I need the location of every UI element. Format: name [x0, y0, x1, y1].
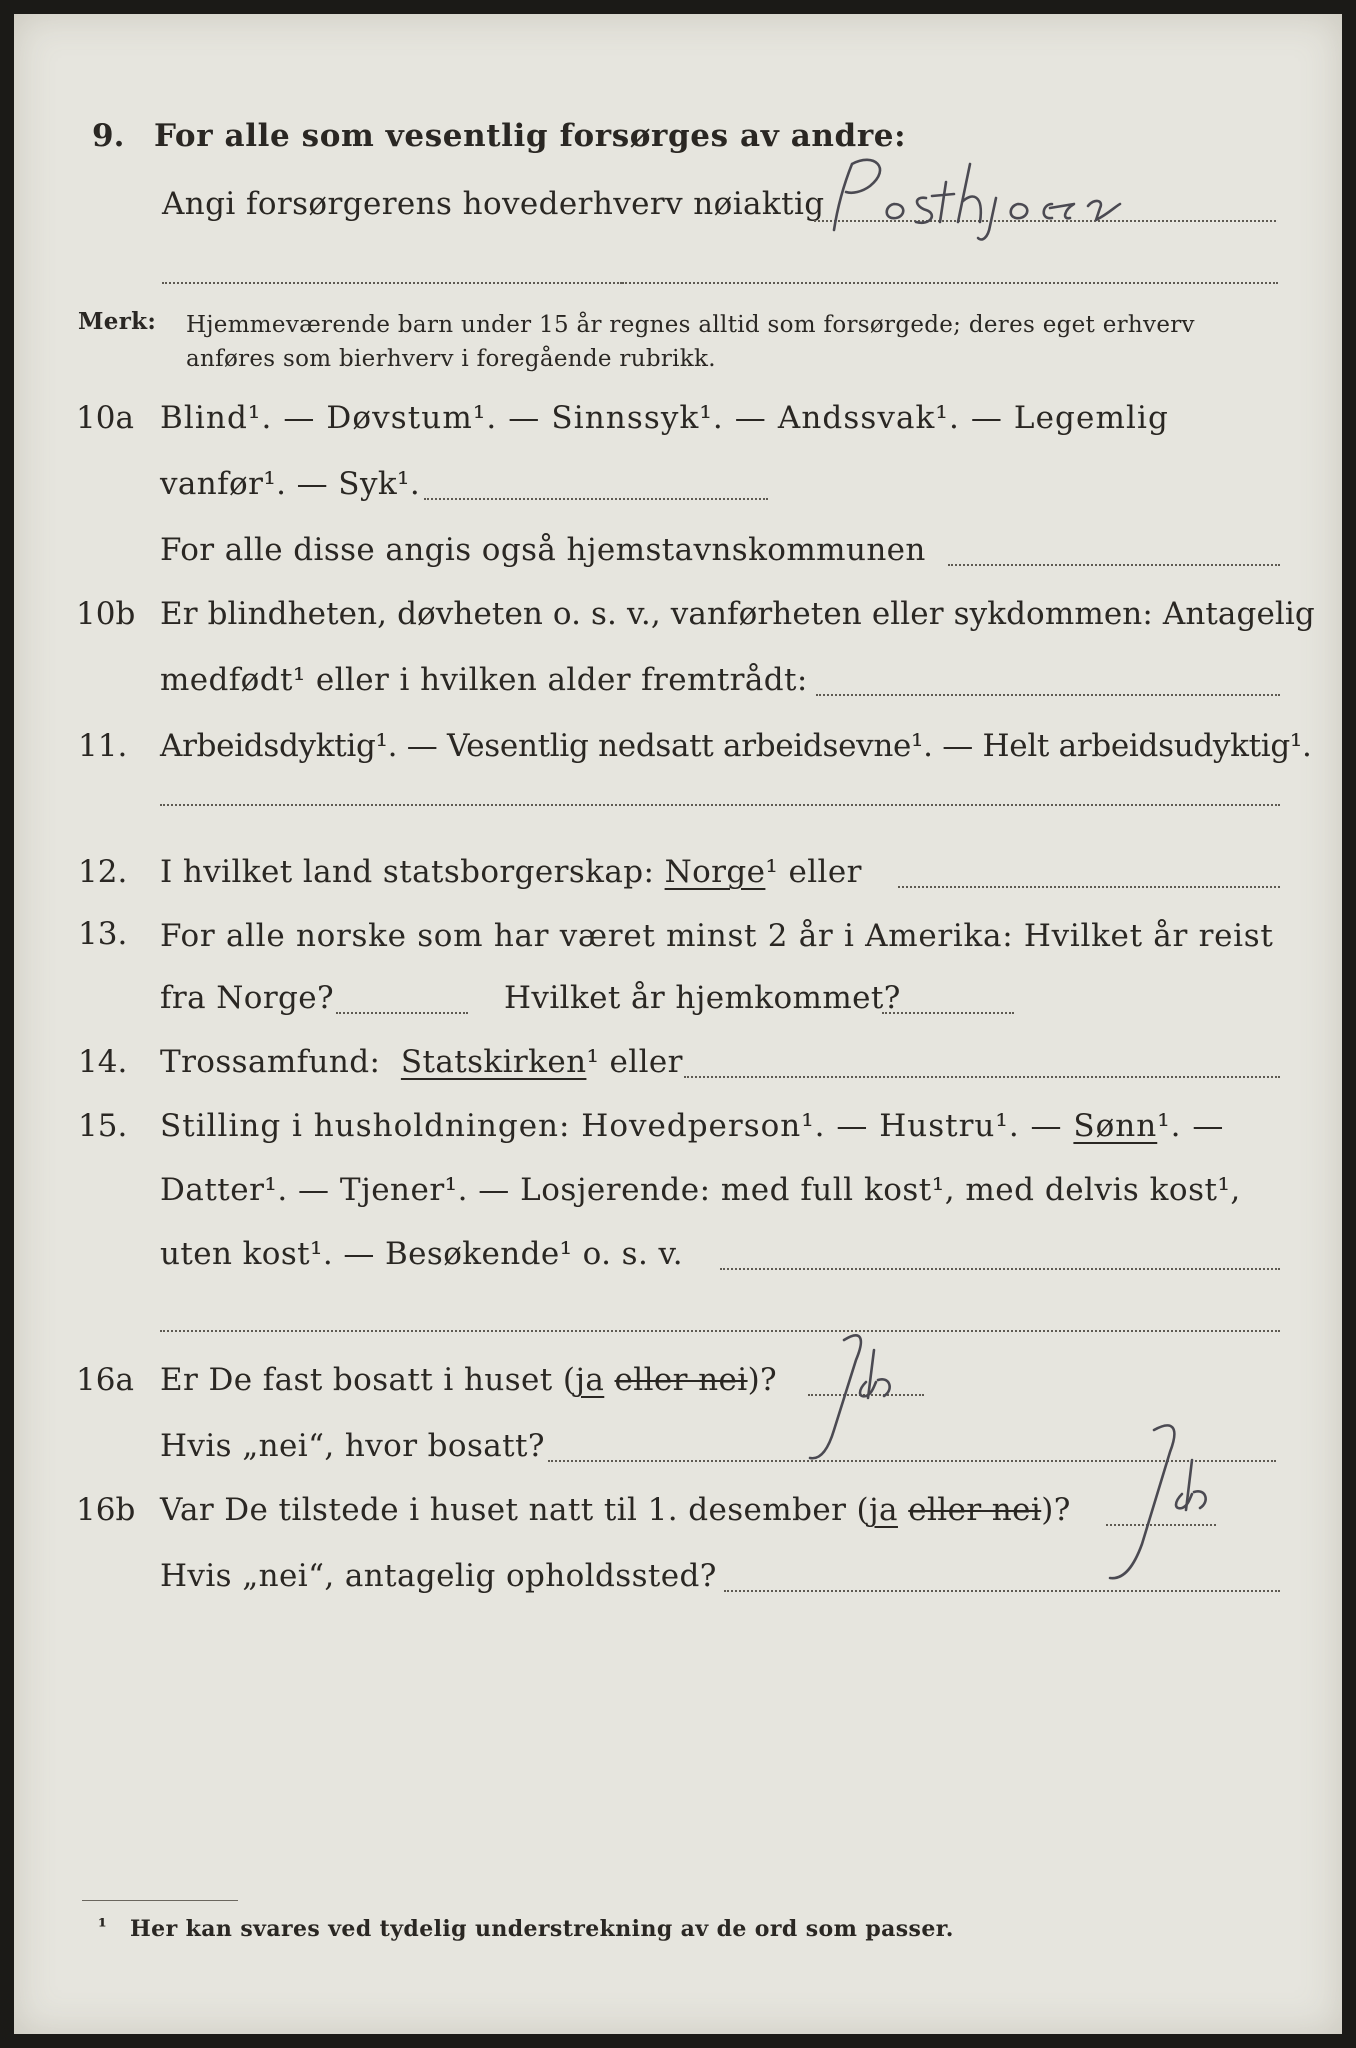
q16a-number: 16a: [76, 1362, 134, 1398]
q15-underlined-answer: Sønn: [1073, 1108, 1158, 1144]
q16a-ja-underlined: ja: [575, 1362, 605, 1398]
q13-line1: For alle norske som har været minst 2 år i Amerika: Hvilket år reist: [160, 918, 1274, 954]
q16b-line2: Hvis „nei“, antagelig opholdssted?: [160, 1558, 717, 1594]
q15-line1-post: ¹. —: [1157, 1108, 1225, 1144]
q14-post: ¹ eller: [586, 1044, 683, 1080]
merk-label: Merk:: [78, 308, 157, 335]
q15-line1: [160, 1108, 1224, 1144]
q16a-handwritten-answer: [804, 1320, 934, 1470]
merk-text-line2: anføres som bierhverv i foregående rubrikk.: [186, 346, 716, 372]
q10b-line2: medfødt¹ eller i hvilken alder fremtrådt:: [160, 662, 808, 698]
q15-fill: [720, 1268, 1280, 1270]
q14-line: [160, 1044, 683, 1080]
q14-fill: [684, 1076, 1280, 1078]
q15-number: 15.: [78, 1108, 128, 1144]
q16a-line1: [160, 1362, 777, 1398]
merk-text-line1: Hjemmeværende barn under 15 år regnes alltid som forsørgede; deres eget erhverv: [186, 312, 1195, 338]
q10b-number: 10b: [76, 596, 136, 632]
q10a-line2-fill: [424, 498, 768, 500]
q16b-question: Var De tilstede i huset natt til 1. desember (: [160, 1492, 870, 1528]
q12-post: ¹ eller: [765, 854, 862, 890]
q12-fill: [898, 886, 1280, 888]
q16a-post: )?: [747, 1362, 778, 1398]
q10b-line2-fill: [816, 694, 1280, 696]
q16a-struck-option: eller nei: [614, 1362, 748, 1398]
q10a-line1: Blind¹. — Døvstum¹. — Sinnssyk¹. — Andssvak¹. — Legemlig: [160, 400, 1169, 436]
q9-question: For alle som vesentlig forsørges av andre:: [154, 118, 907, 154]
q14-question: Trossamfund:: [160, 1044, 381, 1080]
q11-line1: Arbeidsdyktig¹. — Vesentlig nedsatt arbeidsevne¹. — Helt arbeidsudyktig¹.: [160, 728, 1312, 764]
q12-underlined-answer: Norge: [664, 854, 766, 890]
q9-number: 9.: [92, 118, 125, 154]
q10a-number: 10a: [76, 400, 134, 436]
q10a-line3: For alle disse angis også hjemstavnskommunen: [160, 532, 926, 568]
q10b-line1: Er blindheten, døvheten o. s. v., vanførheten eller sykdommen: Antagelig: [160, 596, 1315, 632]
footnote-text: Her kan svares ved tydelig understrekning av de ord som passer.: [130, 1916, 954, 1942]
footnote-rule: [82, 1900, 238, 1901]
q16b-ja-underlined: ja: [869, 1492, 898, 1528]
q16b-line1: [160, 1492, 1071, 1528]
q15-extra-fill: [160, 1330, 1280, 1332]
q14-underlined-answer: Statskirken: [400, 1044, 587, 1080]
q13-line2b: Hvilket år hjemkommet?: [504, 980, 901, 1016]
q10a-line2: vanfør¹. — Syk¹.: [160, 466, 421, 502]
q13-line2a: fra Norge?: [160, 980, 335, 1016]
q16a-line2: Hvis „nei“, hvor bosatt?: [160, 1428, 545, 1464]
q9-extra-line-2: [622, 282, 1278, 284]
q12-line: [160, 854, 862, 890]
q16b-line2-fill: [724, 1590, 1280, 1592]
q16b-number: 16b: [76, 1492, 136, 1528]
q16b-handwritten-answer: [1094, 1414, 1244, 1594]
q16b-struck-option: eller nei: [908, 1492, 1042, 1528]
footnote-mark: ¹: [98, 1914, 108, 1938]
q12-number: 12.: [78, 854, 128, 890]
q9-subquestion: Angi forsørgerens hovederhverv nøiaktig: [162, 186, 825, 222]
q16a-question: Er De fast bosatt i huset (: [160, 1362, 576, 1398]
q13-fill-b: [882, 1012, 1014, 1014]
q13-fill-a: [336, 1012, 468, 1014]
q11-number: 11.: [78, 728, 128, 764]
q13-number: 13.: [78, 916, 128, 952]
q12-question: I hvilket land statsborgerskap:: [160, 854, 655, 890]
q15-line1-text: Stilling i husholdningen: Hovedperson¹. — Hustru¹. —: [160, 1108, 1063, 1144]
q9-extra-line: [162, 282, 622, 284]
q15-line3: uten kost¹. — Besøkende¹ o. s. v.: [160, 1236, 683, 1272]
q15-line2: Datter¹. — Tjener¹. — Losjerende: med full kost¹, med delvis kost¹,: [160, 1172, 1241, 1208]
q11-fill: [160, 804, 1280, 806]
q14-number: 14.: [78, 1044, 128, 1080]
census-form-page: [14, 14, 1342, 2034]
q10a-line3-fill: [948, 564, 1280, 566]
q16b-post: )?: [1041, 1492, 1071, 1528]
q9-handwritten-answer: [814, 134, 1194, 244]
